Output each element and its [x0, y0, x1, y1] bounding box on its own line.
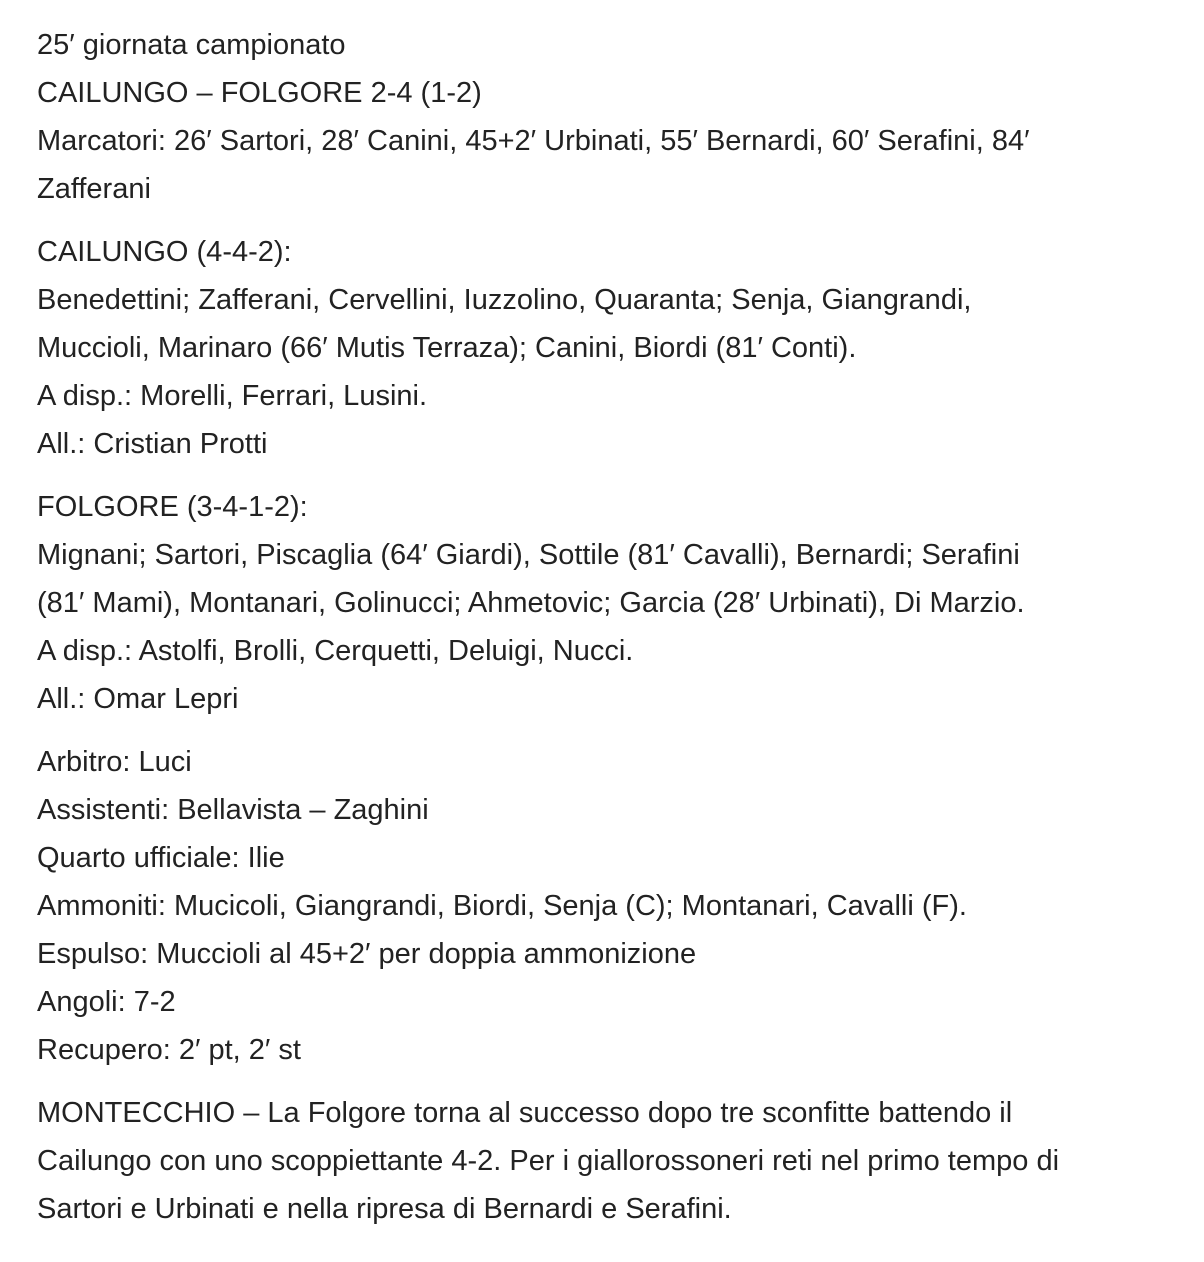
- assistants-line: Assistenti: Bellavista – Zaghini: [37, 794, 429, 826]
- report-line: MONTECCHIO – La Folgore torna al successo dopo tre sconfitte battendo il: [37, 1097, 1013, 1129]
- bench-line: A disp.: Astolfi, Brolli, Cerquetti, Deluigi, Nucci.: [37, 635, 634, 667]
- lineup-line: Mignani; Sartori, Piscaglia (64′ Giardi), Sottile (81′ Cavalli), Bernardi; Serafini: [37, 539, 1020, 571]
- match-report: [37, 1089, 1187, 1233]
- bench-line: A disp.: Morelli, Ferrari, Lusini.: [37, 380, 428, 412]
- lineup-line: Muccioli, Marinaro (66′ Mutis Terraza); Canini, Biordi (81′ Conti).: [37, 332, 857, 364]
- report-line: Cailungo con uno scoppiettante 4-2. Per i giallorossoneri reti nel primo tempo di: [37, 1145, 1060, 1177]
- sent-off-line: Espulso: Muccioli al 45+2′ per doppia ammonizione: [37, 938, 697, 970]
- fourth-official-line: Quarto ufficiale: Ilie: [37, 842, 285, 874]
- report-line: Sartori e Urbinati e nella ripresa di Bernardi e Serafini.: [37, 1193, 732, 1225]
- team-title: FOLGORE (3-4-1-2):: [37, 491, 308, 523]
- team-title: CAILUNGO (4-4-2):: [37, 236, 292, 268]
- coach-line: All.: Cristian Protti: [37, 428, 268, 460]
- lineup-line: (81′ Mami), Montanari, Golinucci; Ahmetovic; Garcia (28′ Urbinati), Di Marzio.: [37, 587, 1025, 619]
- corners-line: Angoli: 7-2: [37, 986, 176, 1018]
- stoppage-line: Recupero: 2′ pt, 2′ st: [37, 1034, 301, 1066]
- coach-line: All.: Omar Lepri: [37, 683, 239, 715]
- scorers-line: Zafferani: [37, 173, 151, 205]
- referee-line: Arbitro: Luci: [37, 746, 192, 778]
- booked-line: Ammoniti: Mucicoli, Giangrandi, Biordi, Senja (C); Montanari, Cavalli (F).: [37, 890, 967, 922]
- scorers-line: Marcatori: 26′ Sartori, 28′ Canini, 45+2′ Urbinati, 55′ Bernardi, 60′ Serafini, 84′: [37, 125, 1030, 157]
- round-label: 25′ giornata campionato: [37, 29, 346, 61]
- match-result: CAILUNGO – FOLGORE 2-4 (1-2): [37, 77, 482, 109]
- folgore-lineup: [37, 483, 1187, 723]
- match-officials: [37, 738, 1187, 1074]
- match-header: [37, 21, 1187, 213]
- lineup-line: Benedettini; Zafferani, Cervellini, Iuzzolino, Quaranta; Senja, Giangrandi,: [37, 284, 972, 316]
- article-body: [37, 21, 1187, 1248]
- cailungo-lineup: [37, 228, 1187, 468]
